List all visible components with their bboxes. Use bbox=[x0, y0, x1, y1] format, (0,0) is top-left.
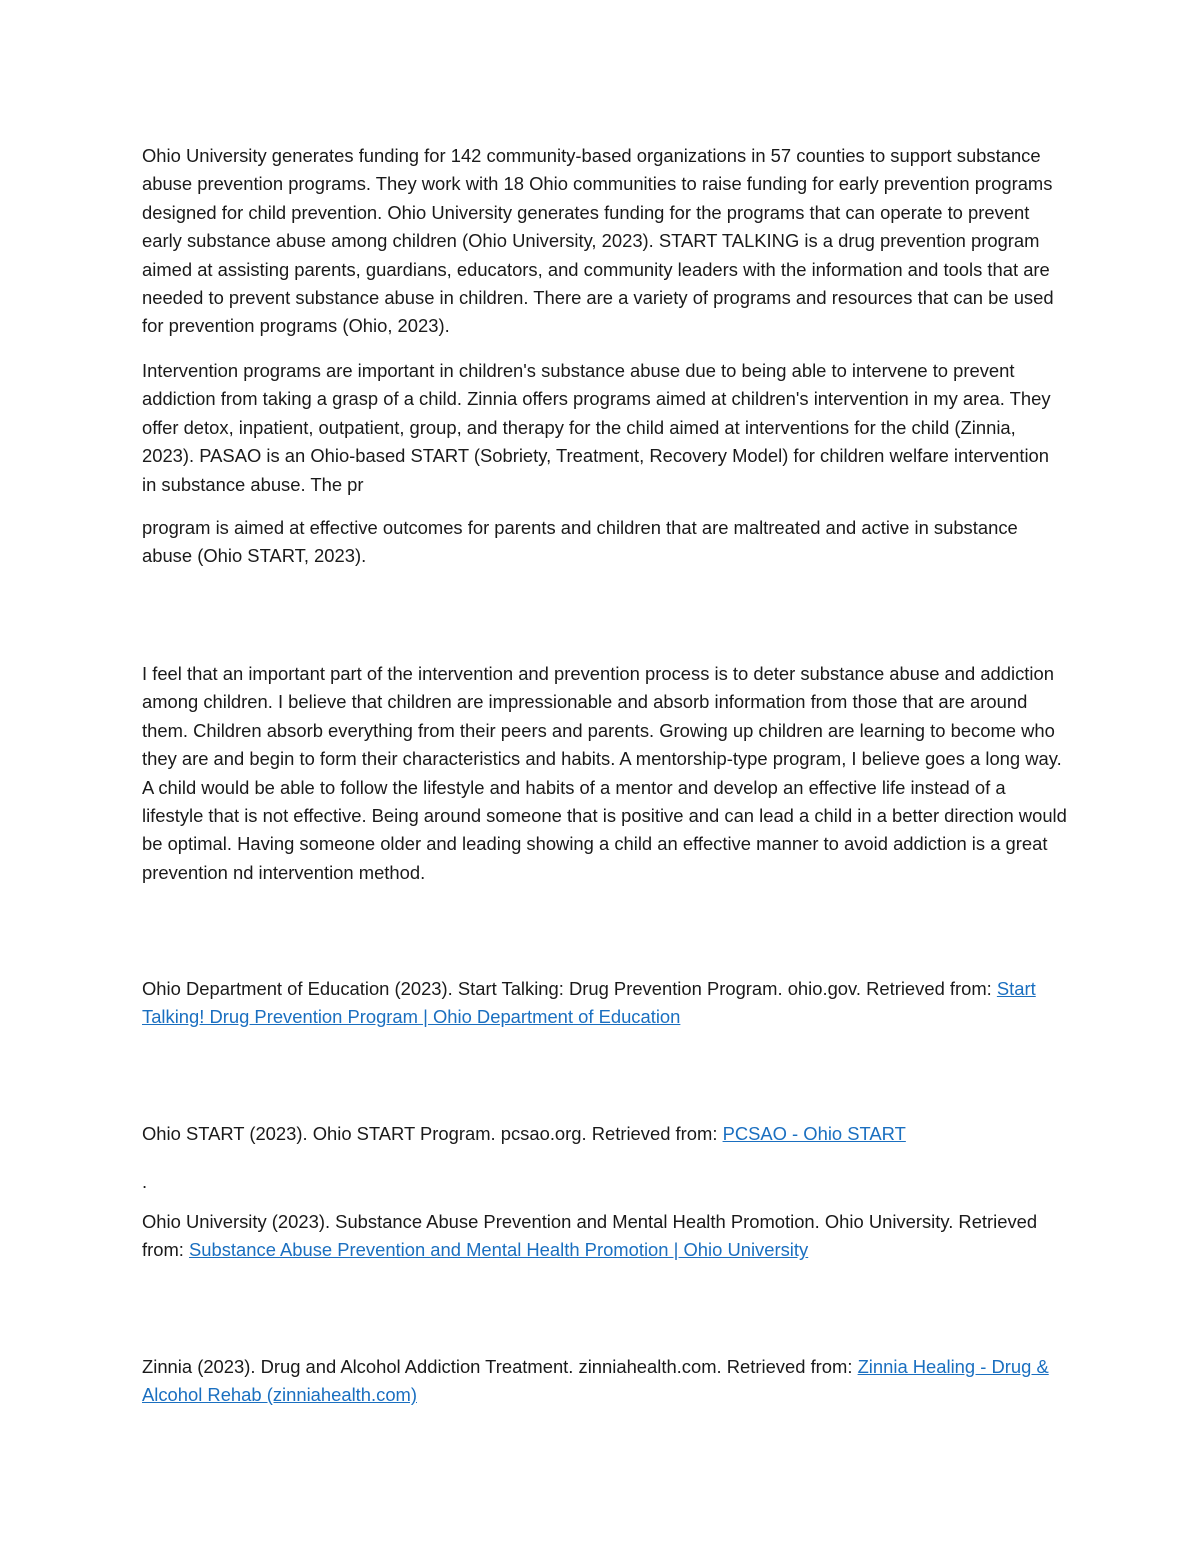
separator-dot bbox=[142, 1168, 1067, 1196]
reference-text: Ohio University (2023). Substance Abuse Prevention and Mental Health Promotion. Ohio University. Retrieved from: bbox=[142, 1211, 1038, 1261]
reference-link-start-talking[interactable]: Start Talking! Drug Prevention Program | Ohio Department of Education bbox=[142, 978, 1036, 1028]
reference-text: Zinnia (2023). Drug and Alcohol Addiction Treatment. zinniahealth.com. Retrieved from: bbox=[142, 1356, 858, 1377]
paragraph-text: Ohio University generates funding for 142 community-based organizations in 57 counties to support substance abuse prevention programs. They work with 18 Ohio communities to raise funding for early prevention programs designed for child prevention. Ohio University generates funding for the programs that can operate to prevent early substance abuse among children (Ohio University, 2023). START TALKING is a drug prevention program aimed at assisting parents, guardians, educators, and community leaders with the information and tools that are needed to prevent substance abuse in children. There are a variety of programs and resources that can be used for prevention programs (Ohio, 2023). bbox=[142, 145, 1054, 337]
paragraph-text: Intervention programs are important in children's substance abuse due to being able to intervene to prevent addiction from taking a grasp of a child. Zinnia offers programs aimed at children's intervention in my area. They offer detox, inpatient, outpatient, group, and therapy for the child aimed at interventions for the child (Zinnia, 2023). PASAO is an Ohio-based START (Sobriety, Treatment, Recovery Model) for children welfare intervention in substance abuse. The pr bbox=[142, 360, 1051, 495]
reference-text: Ohio Department of Education (2023). Start Talking: Drug Prevention Program. ohio.gov. Retrieved from: bbox=[142, 978, 997, 999]
reference-ohio-education bbox=[142, 975, 1067, 1032]
reference-ohio-university bbox=[142, 1208, 1067, 1265]
reference-text: Ohio START (2023). Ohio START Program. pcsao.org. Retrieved from: bbox=[142, 1123, 723, 1144]
reference-link-ohio-university[interactable]: Substance Abuse Prevention and Mental Health Promotion | Ohio University bbox=[189, 1239, 809, 1261]
paragraph-text: I feel that an important part of the intervention and prevention process is to deter substance abuse and addiction among children. I believe that children are impressionable and absorb information from those that are around them. Children absorb everything from their peers and parents. Growing up children are learning to become who they are and begin to form their characteristics and habits. A mentorship-type program, I believe goes a long way. A child would be able to follow the lifestyle and habits of a mentor and develop an effective life instead of a lifestyle that is not effective. Being around someone that is positive and can lead a child in a better direction would be optimal. Having someone older and leading showing a child an effective manner to avoid addiction is a great prevention nd intervention method. bbox=[142, 663, 1067, 883]
paragraph-intervention-programs bbox=[142, 357, 1067, 499]
paragraph-text: program is aimed at effective outcomes for parents and children that are maltreated and active in substance abuse (Ohio START, 2023). bbox=[142, 517, 1018, 567]
reference-link-zinnia[interactable]: Zinnia Healing - Drug & Alcohol Rehab (zinniahealth.com) bbox=[142, 1356, 1049, 1406]
paragraph-personal-opinion bbox=[142, 660, 1067, 887]
reference-ohio-start bbox=[142, 1120, 1067, 1148]
separator-text: . bbox=[142, 1171, 148, 1192]
reference-zinnia bbox=[142, 1353, 1067, 1410]
reference-link-pcsao[interactable]: PCSAO - Ohio START bbox=[722, 1123, 906, 1144]
paragraph-start-outcomes bbox=[142, 514, 1067, 571]
paragraph-prevention-funding bbox=[142, 142, 1067, 341]
